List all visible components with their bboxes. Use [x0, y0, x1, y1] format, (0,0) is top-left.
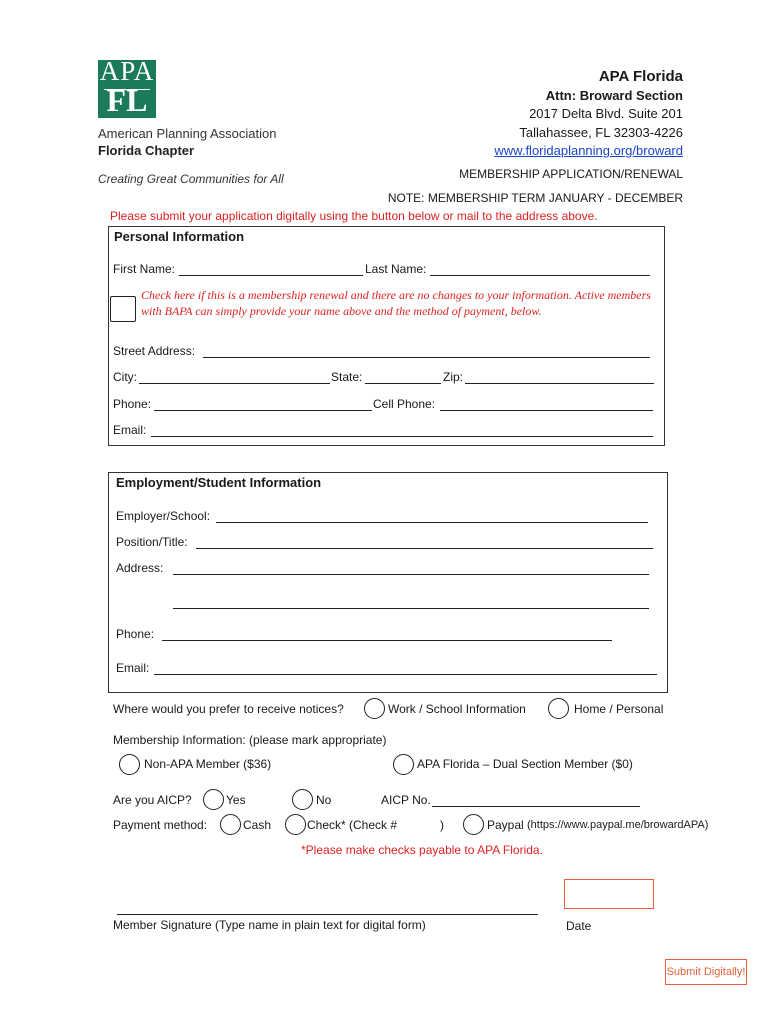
submit-digitally-button[interactable]: Submit Digitally!: [665, 959, 747, 985]
phone-field[interactable]: [154, 410, 372, 411]
employment-section: [108, 472, 668, 693]
personal-info-section: [108, 226, 665, 446]
street-address-field[interactable]: [203, 357, 650, 358]
email-label: Email:: [113, 423, 147, 437]
zip-label: Zip:: [443, 370, 464, 384]
first-name-field[interactable]: [179, 275, 363, 276]
city-field[interactable]: [139, 383, 330, 384]
cell-phone-label: Cell Phone:: [373, 397, 436, 411]
logo-fl-text: FL: [106, 82, 148, 118]
notices-question: Where would you prefer to receive notices?: [113, 702, 344, 716]
signature-field[interactable]: [117, 914, 538, 915]
email-field[interactable]: [151, 436, 653, 437]
personal-info-title: Personal Information: [114, 229, 245, 244]
aicp-number-field[interactable]: [432, 806, 640, 807]
notices-home-label: Home / Personal: [574, 702, 664, 716]
work-phone-field[interactable]: [162, 640, 612, 641]
header-title: APA Florida: [598, 68, 683, 85]
apa-fl-logo: [98, 56, 156, 118]
non-apa-label: Non-APA Member ($36): [144, 757, 272, 771]
street-address-label: Street Address:: [113, 344, 196, 358]
notices-work-radio[interactable]: [364, 698, 385, 719]
form-title: MEMBERSHIP APPLICATION/RENEWAL: [459, 167, 683, 181]
aicp-yes-label: Yes: [226, 793, 246, 807]
renewal-note: Check here if this is a membership renewal and there are no changes to your information. Active members with BAPA can simply provide your name above and the method of payment, below.: [141, 288, 651, 318]
date-field[interactable]: [564, 879, 654, 909]
aicp-number-label: AICP No.: [381, 793, 431, 807]
dual-member-radio[interactable]: [393, 754, 414, 775]
payment-label: Payment method:: [113, 818, 208, 832]
org-name: American Planning Association: [98, 126, 277, 141]
aicp-question: Are you AICP?: [113, 793, 192, 807]
first-name-label: First Name:: [113, 262, 176, 276]
city-label: City:: [113, 370, 137, 384]
employer-field[interactable]: [216, 522, 648, 523]
term-note: NOTE: MEMBERSHIP TERM JANUARY - DECEMBER: [387, 191, 683, 205]
work-address-field-1[interactable]: [173, 574, 649, 575]
work-address-label: Address:: [116, 561, 164, 575]
aicp-yes-radio[interactable]: [203, 789, 224, 810]
last-name-label: Last Name:: [365, 262, 427, 276]
position-label: Position/Title:: [116, 535, 188, 549]
payment-cash-radio[interactable]: [220, 814, 241, 835]
header-website-link[interactable]: www.floridaplanning.org/broward: [494, 143, 683, 158]
cell-phone-field[interactable]: [440, 410, 653, 411]
renewal-checkbox[interactable]: [110, 296, 136, 322]
payment-cash-label: Cash: [243, 818, 272, 832]
header-address-line2: Tallahassee, FL 32303-4226: [519, 125, 683, 140]
aicp-no-label: No: [316, 793, 332, 807]
header-attn: Attn: Broward Section: [545, 88, 683, 103]
last-name-field[interactable]: [430, 275, 650, 276]
membership-label: Membership Information: (please mark appropriate): [113, 733, 387, 747]
work-email-label: Email:: [116, 661, 150, 675]
non-apa-radio[interactable]: [119, 754, 140, 775]
paypal-url: (https://www.paypal.me/browardAPA): [527, 819, 709, 831]
signature-label: Member Signature (Type name in plain text for digital form): [113, 918, 426, 932]
payment-paypal-radio[interactable]: [463, 814, 484, 835]
logo-apa-text: APA: [99, 56, 155, 86]
org-chapter: Florida Chapter: [98, 143, 195, 158]
work-email-field[interactable]: [154, 674, 657, 675]
org-tagline: Creating Great Communities for All: [98, 172, 284, 186]
dual-member-label: APA Florida – Dual Section Member ($0): [417, 757, 633, 771]
employer-label: Employer/School:: [116, 509, 211, 523]
header-address-line1: 2017 Delta Blvd. Suite 201: [529, 106, 683, 121]
payment-check-radio[interactable]: [285, 814, 306, 835]
work-phone-label: Phone:: [116, 627, 155, 641]
position-field[interactable]: [196, 548, 653, 549]
check-payable-note: *Please make checks payable to APA Florida.: [301, 843, 543, 857]
state-label: State:: [331, 370, 363, 384]
payment-paypal-label: Paypal: [487, 818, 524, 832]
payment-check-close: ): [440, 818, 444, 832]
work-address-field-2[interactable]: [173, 608, 649, 609]
payment-check-label: Check* (Check #: [307, 818, 398, 832]
zip-field[interactable]: [465, 383, 654, 384]
phone-label: Phone:: [113, 397, 152, 411]
date-label: Date: [566, 919, 592, 933]
notices-home-radio[interactable]: [548, 698, 569, 719]
aicp-no-radio[interactable]: [292, 789, 313, 810]
submission-notice: Please submit your application digitally using the button below or mail to the address above.: [110, 209, 598, 223]
notices-work-label: Work / School Information: [388, 702, 526, 716]
state-field[interactable]: [365, 383, 441, 384]
employment-title: Employment/Student Information: [116, 475, 322, 490]
